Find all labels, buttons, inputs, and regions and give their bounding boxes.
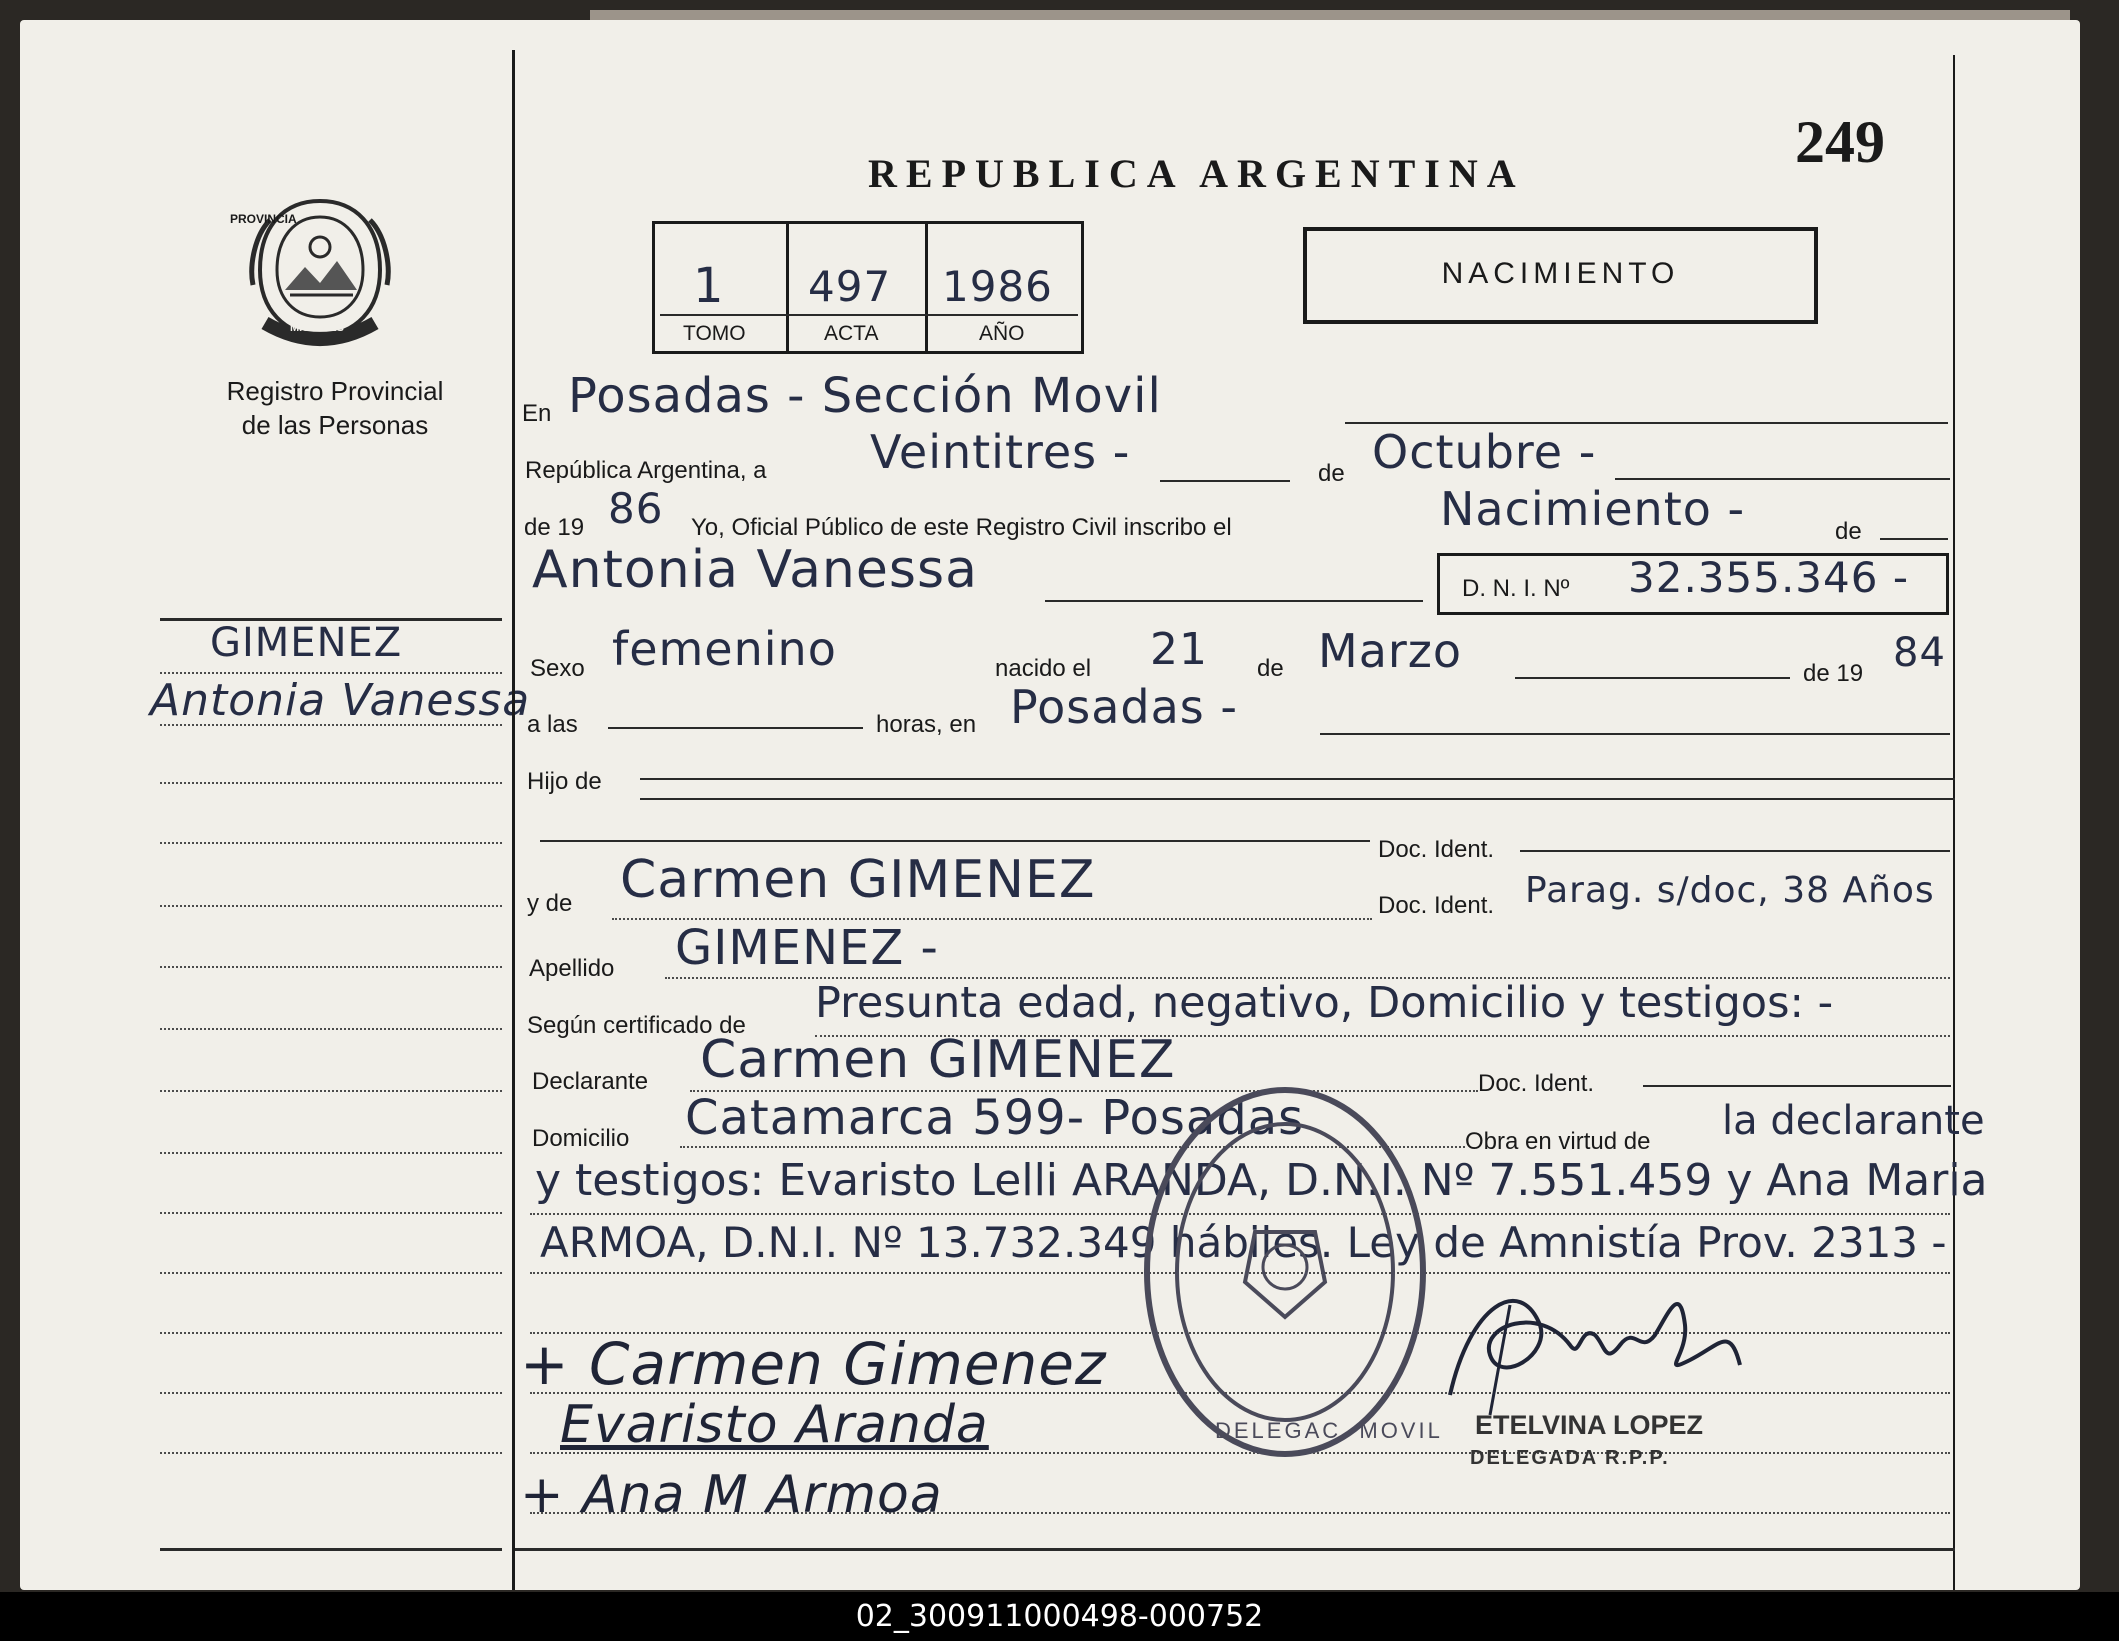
right-border xyxy=(1953,55,1955,1590)
stamp-text-bottom: DELEGAC. MOVIL xyxy=(1215,1418,1443,1443)
label-doc-ident-3: Doc. Ident. xyxy=(1478,1070,1595,1097)
anio-label: AÑO xyxy=(979,322,1025,345)
anio-value: 1986 xyxy=(942,262,1053,311)
label-republica: República Argentina, a xyxy=(525,457,767,484)
label-horas-en: horas, en xyxy=(876,711,977,738)
entry-lugar: Posadas - Sección Movil xyxy=(568,368,1162,424)
label-de-19-end: de 19 xyxy=(1803,660,1864,687)
fill-line xyxy=(1643,1085,1951,1087)
margin-line xyxy=(160,672,502,674)
margin-given-names: Antonia Vanessa xyxy=(150,675,531,726)
entry-dia-nac: 21 xyxy=(1150,624,1208,675)
fill-line xyxy=(1160,480,1290,482)
label-de-mid: de xyxy=(1257,655,1284,682)
entry-apellido: GIMENEZ - xyxy=(675,920,939,976)
label-doc-ident-2: Doc. Ident. xyxy=(1378,892,1495,919)
entry-mes-nac: Marzo xyxy=(1318,624,1463,678)
margin-line xyxy=(160,966,502,968)
box-divider xyxy=(786,221,789,354)
margin-line xyxy=(160,1212,502,1214)
signature-mother: + Carmen Gimenez xyxy=(520,1330,1107,1398)
margin-line xyxy=(160,724,502,726)
entry-nombre: Antonia Vanessa xyxy=(532,540,978,600)
box-underline xyxy=(660,314,1078,316)
column-divider xyxy=(512,50,515,1590)
margin-line xyxy=(160,1152,502,1154)
tomo-label: TOMO xyxy=(683,322,746,345)
entry-certificado: Presunta edad, negativo, Domicilio y testigos: - xyxy=(815,978,1834,1028)
entry-acto: Nacimiento - xyxy=(1440,482,1746,536)
fill-line xyxy=(1320,733,1950,735)
fill-line xyxy=(1615,478,1950,480)
seal-bottom-text: MISIONES xyxy=(290,322,344,334)
label-segun: Según certificado de xyxy=(527,1012,746,1039)
entry-domicilio: Catamarca 599- Posadas xyxy=(685,1090,1305,1146)
label-doc-ident-1: Doc. Ident. xyxy=(1378,836,1495,863)
entry-dia: Veintitres - xyxy=(870,425,1131,479)
entry-anio-nac: 84 xyxy=(1893,630,1946,676)
registry-name-line1: Registro Provincial xyxy=(226,376,444,406)
signature-witness-2: + Ana M Armoa xyxy=(520,1465,943,1525)
entry-testigos-2: ARMOA, D.N.I. Nº 13.732.349 hábiles. Ley de Amnistía Prov. 2313 - xyxy=(540,1218,1947,1267)
label-de-short: de xyxy=(1835,518,1862,545)
entry-sexo: femenino xyxy=(612,622,837,676)
acta-value: 497 xyxy=(808,262,892,311)
fill-line xyxy=(608,727,863,729)
fill-line xyxy=(1880,538,1948,540)
margin-line xyxy=(160,1028,502,1030)
fill-line xyxy=(640,798,1955,800)
entry-anio-suffix: 86 xyxy=(608,484,664,533)
margin-line xyxy=(160,905,502,907)
official-stamp-icon xyxy=(1140,1082,1430,1462)
label-de-19: de 19 xyxy=(524,514,585,541)
fill-line xyxy=(640,778,1955,780)
box-divider xyxy=(925,221,928,354)
margin-line xyxy=(160,1332,502,1334)
acta-label: ACTA xyxy=(824,322,879,345)
entry-testigos-1: y testigos: Evaristo Lelli ARANDA, D.N.I. Nº 7.551.459 y Ana Maria xyxy=(535,1155,1988,1206)
margin-line xyxy=(160,1452,502,1454)
image-caption: 02_300911000498-000752 xyxy=(0,1592,2119,1641)
tomo-value: 1 xyxy=(693,258,725,314)
label-hijo-de: Hijo de xyxy=(527,768,602,795)
seal-top-text: PROVINCIA xyxy=(230,212,297,226)
signature-witness-1: Evaristo Aranda xyxy=(560,1395,989,1455)
registry-name-line2: de las Personas xyxy=(241,410,429,440)
label-nacido-el: nacido el xyxy=(995,655,1092,682)
fill-line xyxy=(1520,850,1950,852)
entry-madre: Carmen GIMENEZ xyxy=(620,850,1096,910)
margin-line xyxy=(160,842,502,844)
margin-line xyxy=(160,782,502,784)
label-y-de: y de xyxy=(527,890,573,917)
entry-declarante: Carmen GIMENEZ xyxy=(700,1030,1176,1090)
margin-bottom-rule xyxy=(160,1548,502,1551)
label-a-las: a las xyxy=(527,711,578,738)
margin-line xyxy=(160,1090,502,1092)
entry-dni: 32.355.346 - xyxy=(1628,553,1909,602)
label-yo-oficial: Yo, Oficial Público de este Registro Civil inscribo el xyxy=(691,514,1232,541)
label-sexo: Sexo xyxy=(530,655,585,682)
label-en: En xyxy=(522,400,552,427)
officer-name: ETELVINA LOPEZ xyxy=(1475,1410,1704,1440)
label-apellido: Apellido xyxy=(529,955,615,982)
margin-surname: GIMENEZ xyxy=(210,620,403,666)
act-type: NACIMIENTO xyxy=(1441,257,1680,290)
label-domicilio: Domicilio xyxy=(532,1125,630,1152)
label-de: de xyxy=(1318,460,1345,487)
page-number: 249 xyxy=(1795,109,1885,175)
entry-madre-doc: Parag. s/doc, 38 Años xyxy=(1525,870,1935,911)
label-dni: D. N. I. Nº xyxy=(1462,575,1570,602)
country-title: REPUBLICA ARGENTINA xyxy=(868,151,1525,196)
margin-line xyxy=(160,1272,502,1274)
entry-lugar-nac: Posadas - xyxy=(1010,680,1238,734)
bottom-rule xyxy=(515,1548,1955,1551)
fill-line xyxy=(1515,677,1790,679)
officer-title: DELEGADA R.P.P. xyxy=(1470,1447,1670,1469)
margin-line xyxy=(160,1392,502,1394)
fill-line xyxy=(1045,600,1423,602)
entry-mes: Octubre - xyxy=(1372,425,1597,479)
entry-obra: la declarante xyxy=(1722,1098,1985,1144)
fill-line xyxy=(1345,422,1948,424)
label-obra: Obra en virtud de xyxy=(1465,1128,1651,1155)
fill-line xyxy=(540,840,1370,842)
label-declarante: Declarante xyxy=(532,1068,649,1095)
